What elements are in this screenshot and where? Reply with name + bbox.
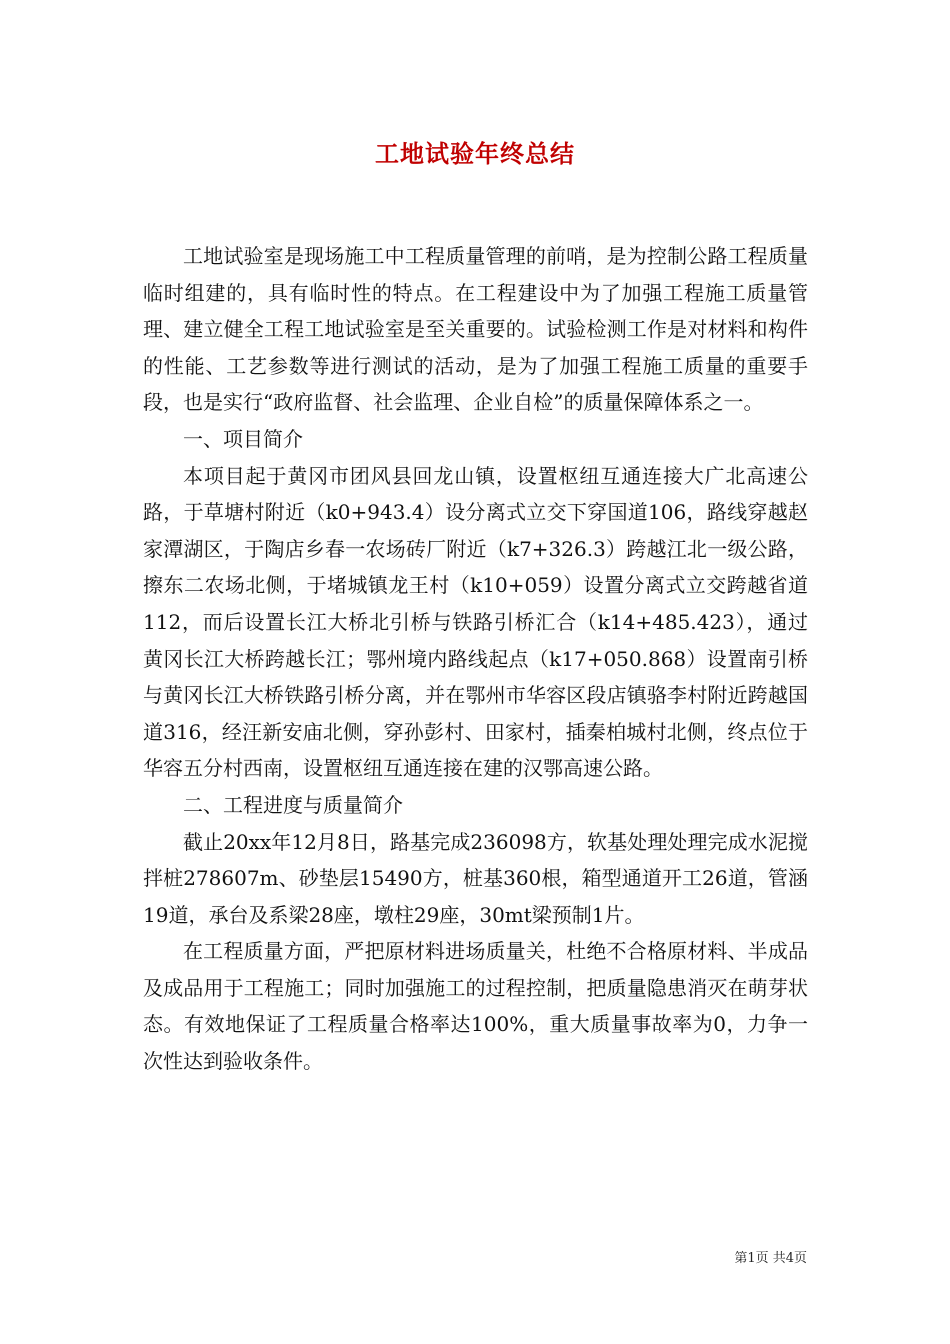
quality-paragraph: 在工程质量方面，严把原材料进场质量关，杜绝不合格原材料、半成品及成品用于工程施工；同时加强施工的过程控制，把质量隐患消灭在萌芽状态。有效地保证了工程质量合格率达100%，重大质量事故率为0，力争一次性达到验收条件。 [143,939,808,1074]
section-heading-progress-quality: 二、工程进度与质量简介 [183,792,403,817]
section-heading-project-intro: 一、项目简介 [183,426,303,451]
page-number-footer: 第1页 共4页 [734,1251,807,1266]
intro-paragraph: 工地试验室是现场施工中工程质量管理的前哨，是为控制公路工程质量临时组建的，具有临时性的特点。在工程建设中为了加强工程施工质量管理、建立健全工程工地试验室是至关重要的。试验检测工作是对材料和构件的性能、工艺参数等进行测试的活动，是为了加强工程施工质量的重要手段，也是实行“政府监督、社会监理、企业自检”的质量保障体系之一。 [143,244,808,415]
document-title: 工地试验年终总结 [375,139,575,168]
project-intro-paragraph: 本项目起于黄冈市团风县回龙山镇，设置枢纽互通连接大广北高速公路，于草塘村附近（k0+943.4）设分离式立交下穿国道106，路线穿越赵家潭湖区，于陶店乡春一农场砖厂附近（k7+326.3）跨越江北一级公路，擦东二农场北侧，于堵城镇龙王村（k10+059）设置分离式立交跨越省道112，而后设置长江大桥北引桥与铁路引桥汇合（k14+485.423），通过黄冈长江大桥跨越长江；鄂州境内路线起点（k17+050.868）设置南引桥与黄冈长江大桥铁路引桥分离，并在鄂州市华容区段店镇骆李村附近跨越国道316，经汪新安庙北侧，穿孙彭村、田家村，插秦柏城村北侧，终点位于华容五分村西南，设置枢纽互通连接在建的汉鄂高速公路。 [143,463,808,781]
progress-paragraph: 截止20xx年12月8日，路基完成236098方，软基处理处理完成水泥搅拌桩278607m、砂垫层15490方，桩基360根，箱型通道开工26道，管涵19道，承台及系梁28座，墩柱29座，30mt梁预制1片。 [143,829,808,927]
document-body [143,238,808,1080]
